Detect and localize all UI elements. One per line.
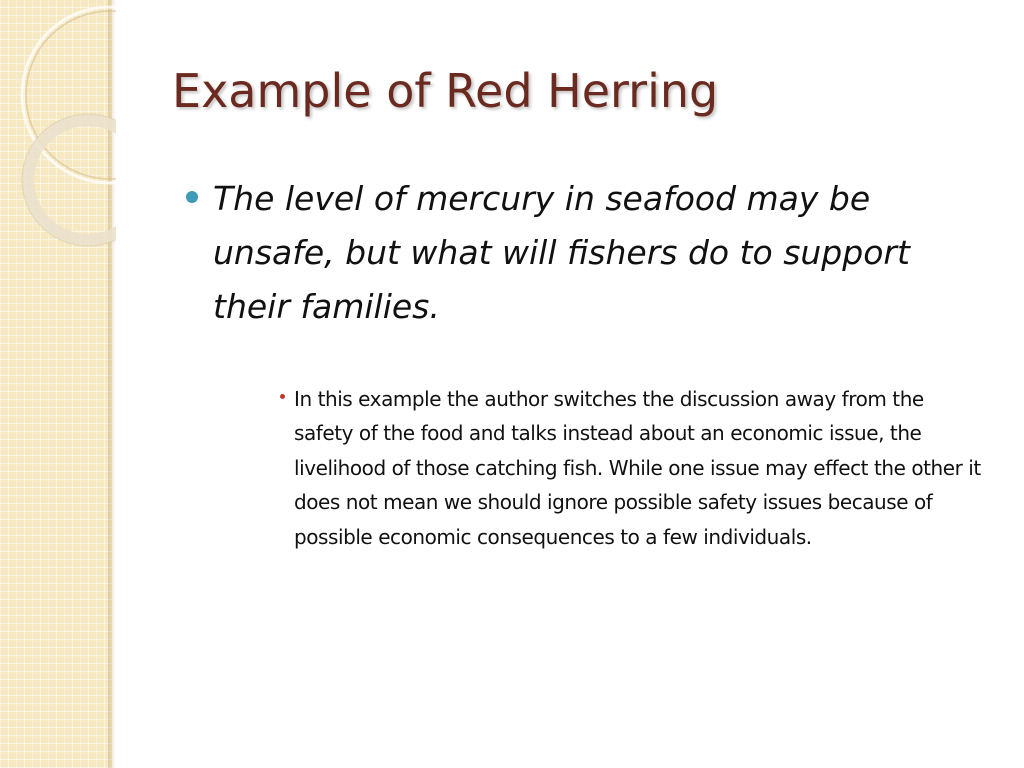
sub-bullet-text: In this example the author switches the discussion away from the safety of the food and talks instead about an economic issue, the livelihood of those catching fish. While one issue may effect the other it does not mean we should ignore possible safety issues because of possible economic consequences to a few individuals. <box>294 387 981 549</box>
sub-bullet-dot-icon <box>280 394 285 399</box>
bullet-dot-icon <box>186 191 198 203</box>
slide-title: Example of Red Herring <box>172 64 719 118</box>
decorative-rings <box>0 0 116 260</box>
bullet-text: The level of mercury in seafood may be unsafe, but what will fishers do to support their families. <box>213 179 910 326</box>
